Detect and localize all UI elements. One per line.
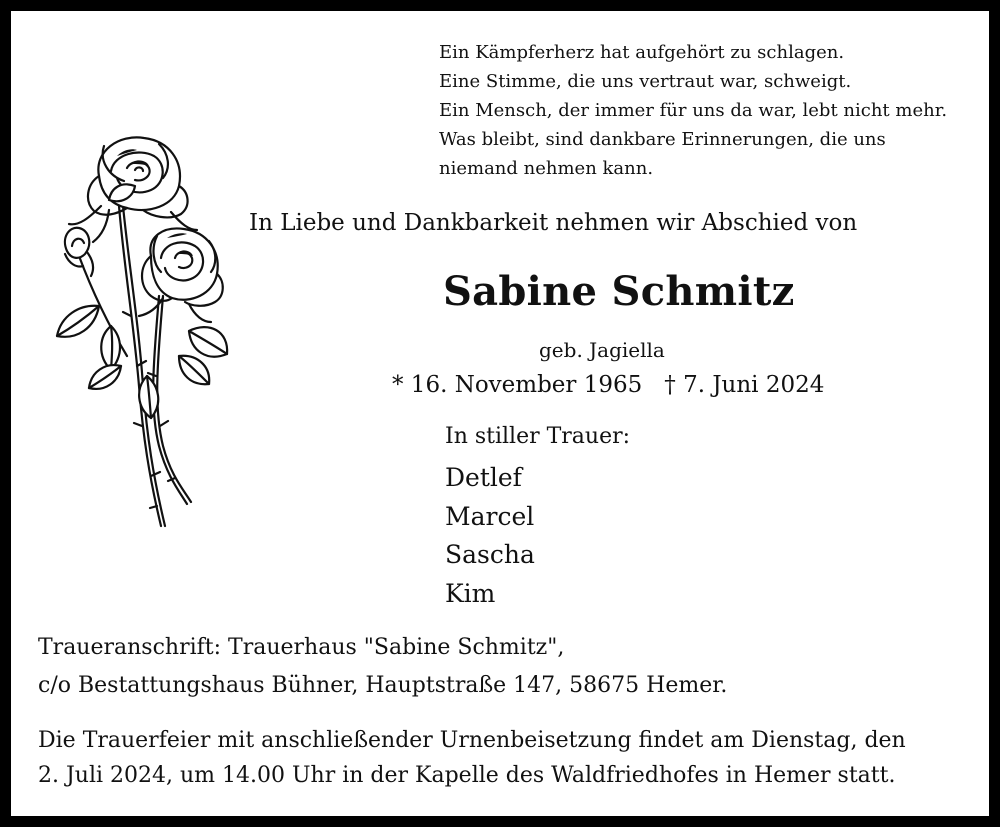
mourners-heading: In stiller Trauer: <box>445 424 631 449</box>
death-date: † 7. Juni 2024 <box>664 372 825 398</box>
mourners-list <box>445 459 535 613</box>
poem <box>439 38 979 183</box>
deceased-name: Sabine Schmitz <box>443 268 795 315</box>
rose-illustration-icon <box>39 126 239 536</box>
birth-name: geb. Jagiella <box>539 338 665 362</box>
life-dates <box>392 372 824 398</box>
poem-line: niemand nehmen kann. <box>439 158 654 179</box>
mourning-address <box>38 629 727 705</box>
birth-date: * 16. November 1965 <box>392 372 643 398</box>
poem-line: Eine Stimme, die uns vertraut war, schweigt. <box>439 71 852 92</box>
address-line: Traueranschrift: Trauerhaus "Sabine Schmitz", <box>38 635 565 660</box>
poem-line: Was bleibt, sind dankbare Erinnerungen, die uns <box>439 129 886 150</box>
ceremony-notice <box>38 723 906 793</box>
mourner-name: Kim <box>445 578 496 608</box>
ceremony-line: Die Trauerfeier mit anschließender Urnenbeisetzung findet am Dienstag, den <box>38 728 906 753</box>
ceremony-line: 2. Juli 2024, um 14.00 Uhr in der Kapelle des Waldfriedhofes in Hemer statt. <box>38 763 896 788</box>
address-line: c/o Bestattungshaus Bühner, Hauptstraße 147, 58675 Hemer. <box>38 673 728 698</box>
mourner-name: Detlef <box>445 463 522 492</box>
mourner-name: Marcel <box>445 501 535 531</box>
poem-line: Ein Kämpferherz hat aufgehört zu schlagen. <box>439 42 845 63</box>
poem-line: Ein Mensch, der immer für uns da war, lebt nicht mehr. <box>439 100 948 121</box>
farewell-line: In Liebe und Dankbarkeit nehmen wir Abschied von <box>249 210 858 236</box>
mourner-name: Sascha <box>445 540 535 569</box>
